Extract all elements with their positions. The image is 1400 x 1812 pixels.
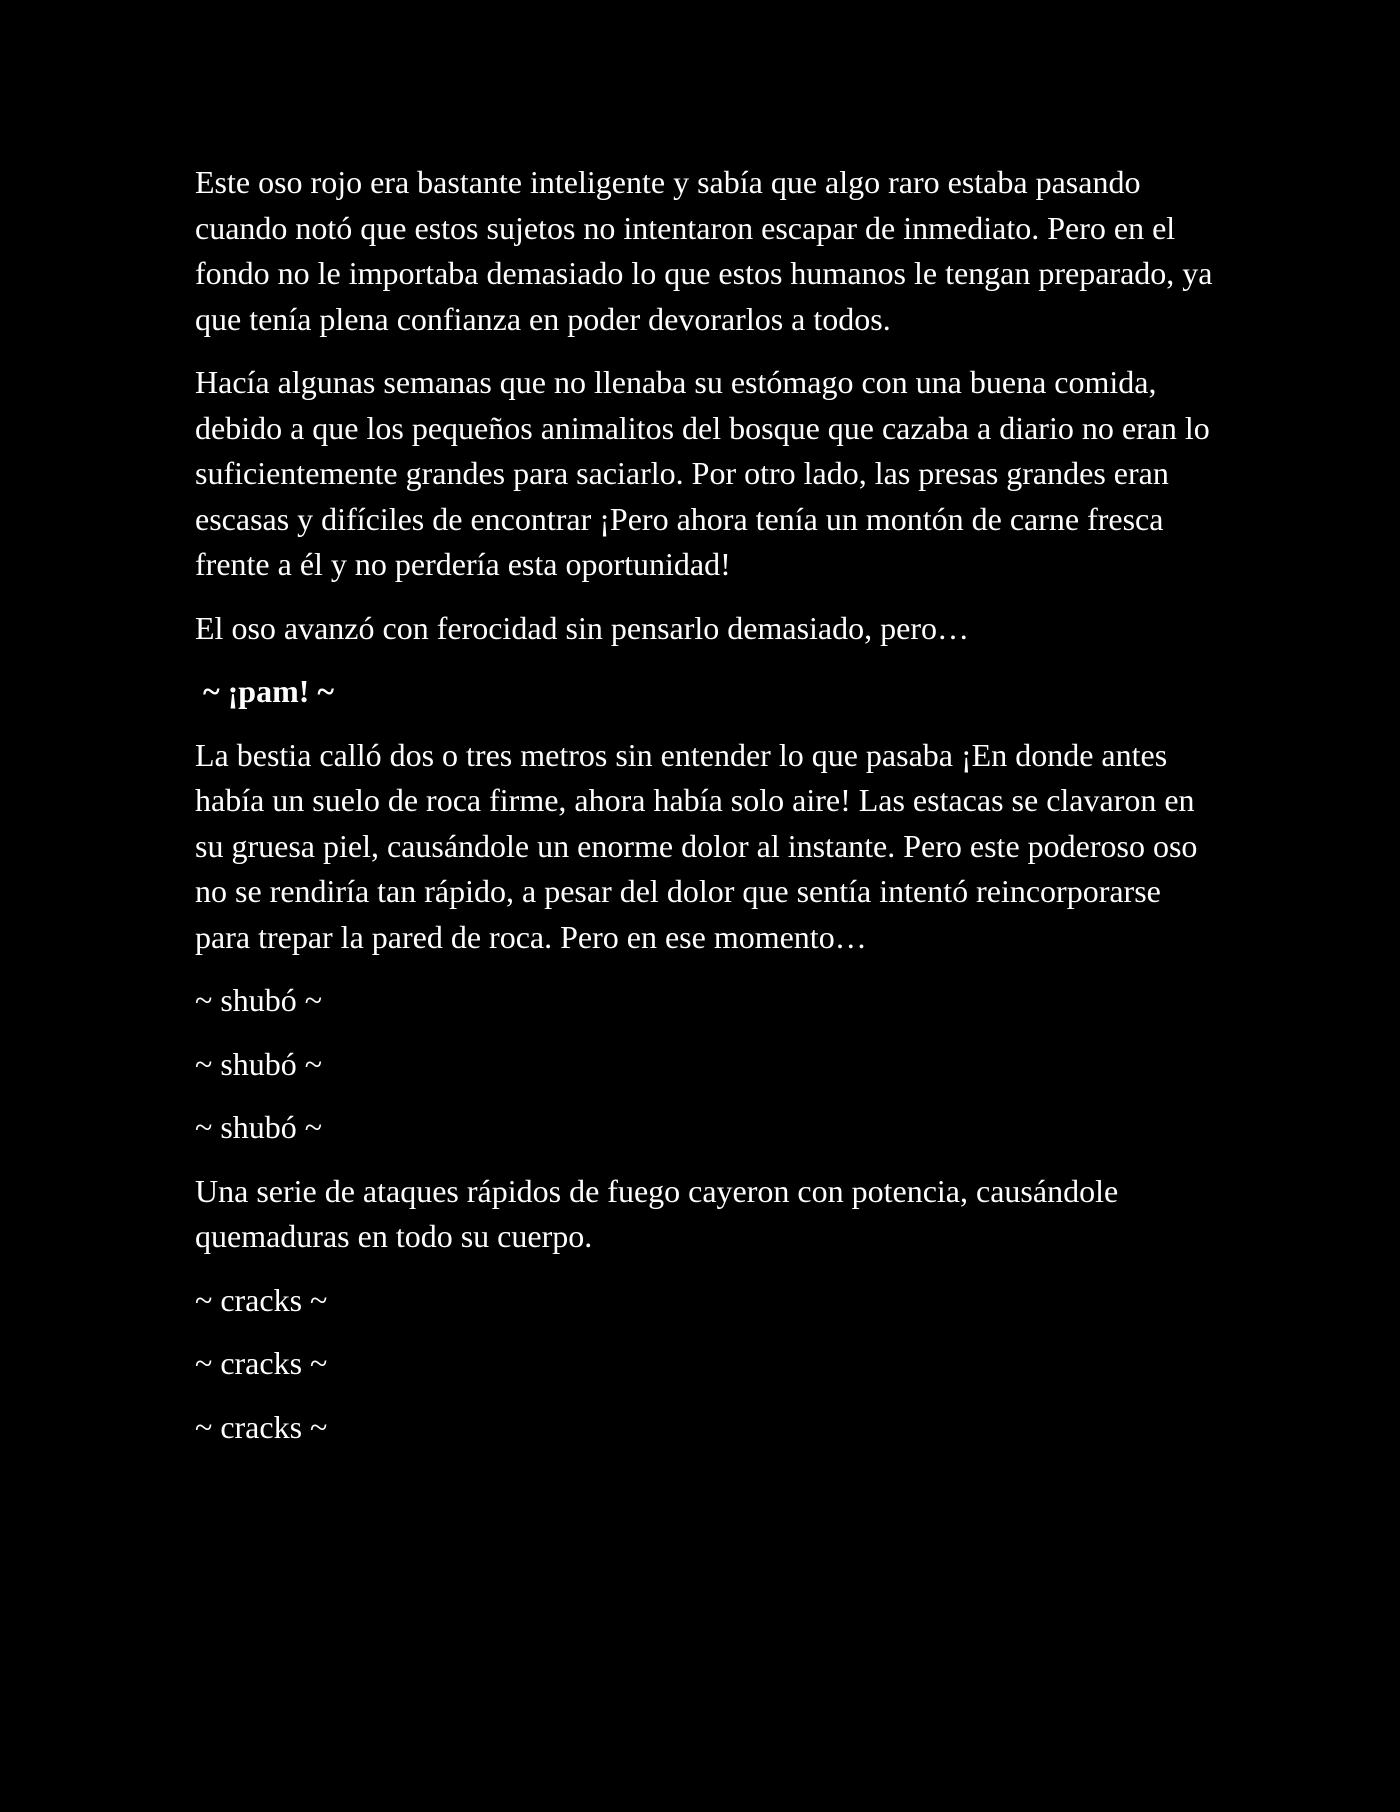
- sound-effect-cracks: ~ cracks ~: [195, 1408, 328, 1445]
- sound-effect-cracks: ~ cracks ~: [195, 1281, 328, 1318]
- sound-effect-shubo: ~ shubó ~: [195, 982, 323, 1018]
- paragraph: La bestia calló dos o tres metros sin entender lo que pasaba ¡En donde antes había un suelo de roca firme, ahora había solo aire! Las estacas se clavaron en su gruesa piel, causándole un enorme dolor al instante. Pero este poderoso oso no se rendiría tan rápido, a pesar del dolor que sentía intentó reincorporarse para trepar la pared de roca. Pero en ese momento…: [195, 736, 1198, 955]
- sound-effect-shubo: ~ shubó ~: [195, 1045, 323, 1082]
- sound-effect-pam: ~ ¡pam! ~: [203, 673, 335, 709]
- sound-effect-shubo: ~ shubó ~: [195, 1109, 323, 1145]
- paragraph: Hacía algunas semanas que no llenaba su estómago con una buena comida, debido a que los pequeños animalitos del bosque que cazaba a diario no eran lo suficientemente grandes para saciarlo. Por otro lado, las presas grandes eran escasas y difíciles de encontrar ¡Pero ahora tenía un montón de carne fresca frente a él y no perdería esta oportunidad!: [195, 364, 1210, 582]
- sound-effect-cracks: ~ cracks ~: [195, 1345, 328, 1381]
- story-text: [195, 160, 1215, 1468]
- paragraph: Una serie de ataques rápidos de fuego cayeron con potencia, causándole quemaduras en todo su cuerpo.: [195, 1172, 1119, 1254]
- paragraph: Este oso rojo era bastante inteligente y sabía que algo raro estaba pasando cuando notó que estos sujetos no intentaron escapar de inmediato. Pero en el fondo no le importaba demasiado lo que estos humanos le tengan preparado, ya que tenía plena confianza en poder devorarlos a todos.: [195, 164, 1213, 337]
- paragraph: El oso avanzó con ferocidad sin pensarlo demasiado, pero…: [195, 609, 969, 646]
